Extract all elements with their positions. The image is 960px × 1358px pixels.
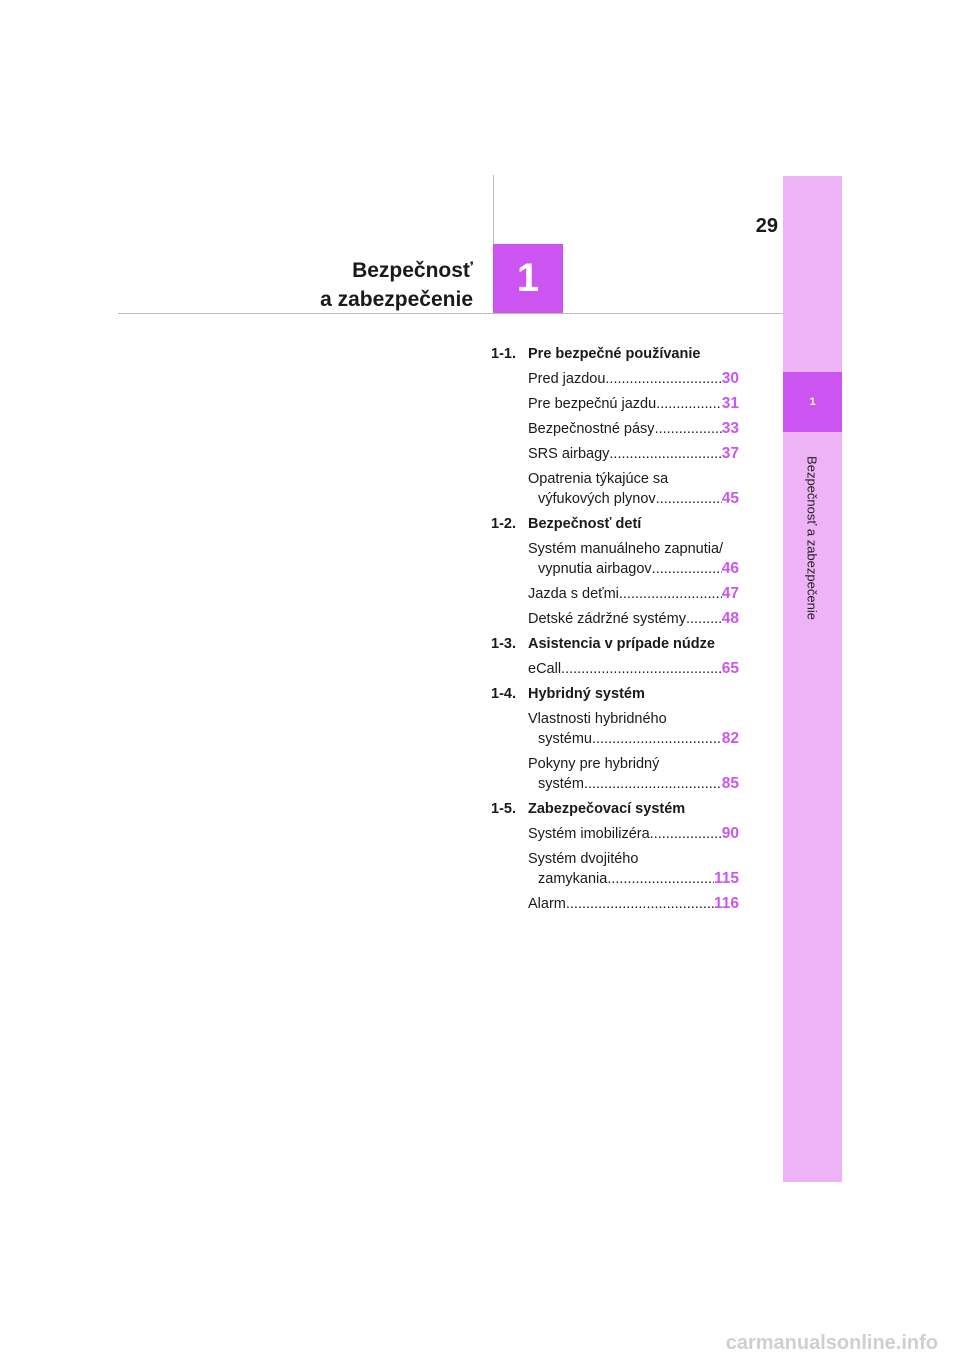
- page-number: 29: [755, 215, 778, 237]
- toc-entry-line: [528, 469, 739, 489]
- toc-entry-text: výfukových plynov: [538, 491, 656, 507]
- toc-entry-text: eCall: [528, 661, 562, 677]
- toc-entry[interactable]: [528, 824, 739, 844]
- toc-entry[interactable]: [528, 419, 739, 439]
- toc-entry-text: Systém dvojitého: [528, 851, 639, 867]
- toc-section-title: Pre bezpečné používanie: [528, 346, 701, 362]
- toc-entry-text: vypnutia airbagov: [538, 561, 652, 577]
- chapter-title: [320, 256, 473, 314]
- toc-page-number[interactable]: 65: [721, 660, 739, 677]
- toc-entry-text: SRS airbagy: [528, 446, 610, 462]
- toc-entry-text: Systém manuálneho zapnutia/: [528, 541, 724, 557]
- toc-entry-line: [528, 709, 739, 729]
- toc-entry-line-last: [528, 489, 739, 509]
- toc-entry-line-last: [528, 584, 739, 604]
- toc-page-number[interactable]: 85: [721, 775, 739, 792]
- toc-page-number[interactable]: 30: [721, 370, 739, 387]
- toc-entry-line-last: [528, 729, 739, 749]
- toc-entry-text: Pokyny pre hybridný: [528, 756, 660, 772]
- toc-entry-line-last: [528, 869, 739, 889]
- toc-section-number: 1-4.: [491, 686, 516, 702]
- toc-entry-line-last: [528, 609, 739, 629]
- chapter-number: 1: [516, 256, 540, 300]
- chapter-title-line1: Bezpečnosť: [352, 259, 473, 282]
- toc-entry-line-last: [528, 824, 739, 844]
- toc-leader-dots: [607, 869, 714, 889]
- toc-entry[interactable]: [528, 894, 739, 914]
- toc-page-number[interactable]: 82: [721, 730, 739, 747]
- toc-entry[interactable]: [528, 659, 739, 679]
- toc-entry-line-last: [528, 444, 739, 464]
- toc-entry-line-last: [528, 369, 739, 389]
- toc-entry[interactable]: [528, 394, 739, 414]
- toc-entry[interactable]: [528, 709, 739, 749]
- toc-entry-text: Detské zádržné systémy: [528, 611, 686, 627]
- chapter-number-box: [493, 244, 563, 313]
- toc-entry-line: [528, 539, 739, 559]
- toc-page-number[interactable]: 90: [721, 825, 739, 842]
- toc-section-title: Zabezpečovací systém: [528, 801, 686, 817]
- toc-entry-line-last: [528, 659, 739, 679]
- toc-entry-line-last: [528, 894, 739, 914]
- toc-page-number[interactable]: 47: [721, 585, 739, 602]
- toc-entry-text: zamykania: [538, 871, 608, 887]
- toc-leader-dots: [592, 729, 722, 749]
- toc-page-number[interactable]: 37: [721, 445, 739, 462]
- toc-entry-text: systém: [538, 776, 584, 792]
- toc-section-number: 1-5.: [491, 801, 516, 817]
- toc-entry[interactable]: [528, 609, 739, 629]
- toc-entry-text: Vlastnosti hybridného: [528, 711, 667, 727]
- toc-entry-line-last: [528, 419, 739, 439]
- toc-leader-dots: [652, 559, 722, 579]
- toc-section-title: Hybridný systém: [528, 686, 645, 702]
- toc-leader-dots: [686, 609, 722, 629]
- toc-section-title: Bezpečnosť detí: [528, 516, 642, 532]
- toc-section-heading[interactable]: [491, 684, 739, 704]
- toc-entry-line: [528, 849, 739, 869]
- toc-page-number[interactable]: 33: [721, 420, 739, 437]
- toc-leader-dots: [656, 489, 722, 509]
- toc-entry-line-last: [528, 774, 739, 794]
- toc-entry[interactable]: [528, 444, 739, 464]
- toc-page-number[interactable]: 31: [721, 395, 739, 412]
- toc-leader-dots: [609, 444, 721, 464]
- toc-entry-line: [528, 754, 739, 774]
- chapter-title-line2: a zabezpečenie: [320, 288, 473, 311]
- toc-entry[interactable]: [528, 469, 739, 509]
- header-vertical-rule: [493, 175, 494, 244]
- toc-leader-dots: [605, 369, 721, 389]
- toc-entry[interactable]: [528, 584, 739, 604]
- toc-entry[interactable]: [528, 754, 739, 794]
- toc-section-title: Asistencia v prípade núdze: [528, 636, 715, 652]
- toc-section-number: 1-2.: [491, 516, 516, 532]
- toc-entry-text: Bezpečnostné pásy: [528, 421, 655, 437]
- table-of-contents: [491, 344, 739, 919]
- side-tab-number: 1: [809, 396, 816, 408]
- toc-leader-dots: [561, 659, 722, 679]
- toc-entry-text: Pred jazdou: [528, 371, 606, 387]
- toc-leader-dots: [650, 824, 722, 844]
- toc-entry[interactable]: [528, 369, 739, 389]
- toc-entry[interactable]: [528, 539, 739, 579]
- side-tab-chapter-marker[interactable]: [783, 372, 842, 432]
- watermark: carmanualsonline.info: [725, 1332, 938, 1354]
- toc-entry-text: Opatrenia týkajúce sa: [528, 471, 669, 487]
- toc-entry-text: Alarm: [528, 896, 566, 912]
- toc-page-number[interactable]: 115: [713, 870, 739, 887]
- toc-entry-text: Jazda s deťmi: [528, 586, 619, 602]
- toc-section-heading[interactable]: [491, 344, 739, 364]
- toc-section-heading[interactable]: [491, 634, 739, 654]
- toc-entry[interactable]: [528, 849, 739, 889]
- toc-entry-line-last: [528, 394, 739, 414]
- side-tab: [783, 176, 842, 1182]
- toc-leader-dots: [566, 894, 714, 914]
- toc-page-number[interactable]: 45: [721, 490, 739, 507]
- toc-section-heading[interactable]: [491, 514, 739, 534]
- toc-leader-dots: [584, 774, 722, 794]
- toc-page-number[interactable]: 48: [721, 610, 739, 627]
- toc-leader-dots: [656, 394, 722, 414]
- toc-section-number: 1-3.: [491, 636, 516, 652]
- toc-leader-dots: [619, 584, 722, 604]
- toc-page-number[interactable]: 46: [721, 560, 739, 577]
- toc-entry-text: Pre bezpečnú jazdu: [528, 396, 657, 412]
- toc-leader-dots: [655, 419, 722, 439]
- toc-section-heading[interactable]: [491, 799, 739, 819]
- toc-entry-text: systému: [538, 731, 592, 747]
- toc-page-number[interactable]: 116: [713, 895, 739, 912]
- toc-entry-line-last: [528, 559, 739, 579]
- toc-entry-text: Systém imobilizéra: [528, 826, 650, 842]
- toc-section-number: 1-1.: [491, 346, 516, 362]
- side-tab-label: Bezpečnosť a zabezpečenie: [804, 456, 820, 620]
